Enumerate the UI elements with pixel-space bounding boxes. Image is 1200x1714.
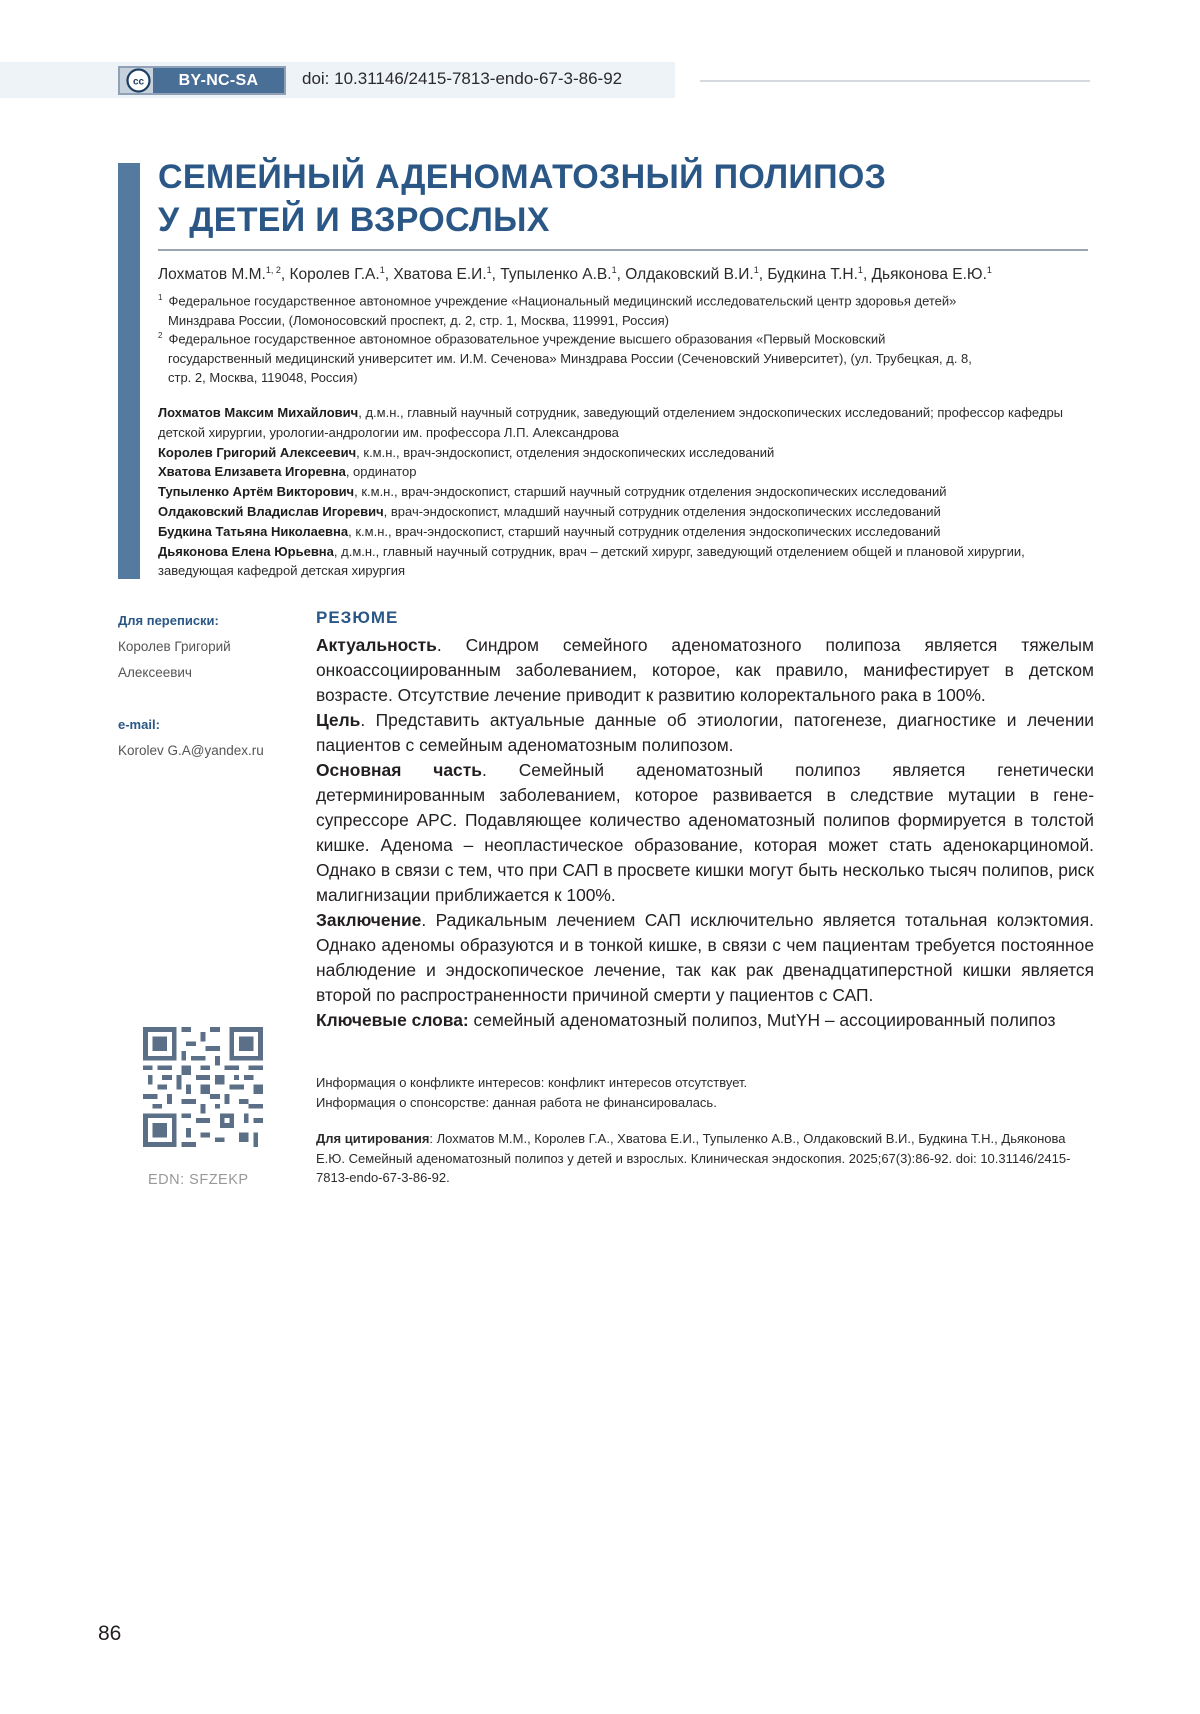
abstract-relevance: Актуальность. Синдром семейного аденоматозного полипоза является тяжелым онкоассоциированным заболеванием, которое, как правило, манифестирует в детском возрасте. Отсутствие лечение приводит к развитию колоректального рака в 100%. [316,635,1094,705]
author-bio: Олдаковский Владислав Игоревич, врач-эндоскопист, младший научный сотрудник отделения эндоскопических исследований [158,503,941,519]
conflict-of-interest: Информация о конфликте интересов: конфликт интересов отсутствует. [316,1075,748,1090]
author: Королев Г.А.$^1$, [289,265,394,284]
author-bio: Хватова Елизавета Игоревна, ординатор [158,464,417,480]
abstract-main: Основная часть. Семейный аденоматозный полипоз является генетически детерминированным заболеванием, которое развивается в следствие мутации в гене-супрессоре APC. Подавляющее количество аденоматозный полипов формируется в толстой кишке. Аденома – неопластическое образование, которая может стать аденокарциномой. Однако в связи с тем, что при САП в просвете кишки могут быть несколько тысяч полипов, риск малигнизации приближается к 100%. [316,760,1094,905]
header-doi[interactable]: doi: 10.31146/2415-7813-endo-67-3-86-92 [302,69,623,88]
page-number: 86 [98,1622,122,1645]
edn-code: EDN: SFZEKP [148,1172,249,1188]
correspondence-name-1: Королев Григорий [118,639,231,654]
author-bio: Дьяконова Елена Юрьевна, д.м.н., главный научный сотрудник, врач – детский хирург, заведующий отделением общей и плановой хирургии, заведующая кафедрой детская хирургия [158,543,1025,579]
author-bios [158,403,1093,581]
email-link[interactable]: Korolev G.A@yandex.ru [118,743,264,758]
abstract-body [316,633,1094,1033]
affiliation-number: 1 [158,293,163,302]
abstract-conclusion: Заключение. Радикальным лечением САП исключительно является тотальная колэктомия. Однако аденомы образуются и в тонкой кишке, в связи с чем пациентам требуется постоянное наблюдение и эндоскопическое лечение, так как рак двенадцатиперстной кишки является второй по распространенности причиной смерти у пациентов с САП. [316,910,1094,1005]
abstract-heading: РЕЗЮМЕ [316,608,399,627]
citation-block [316,1129,1096,1188]
creative-commons-icon [124,68,153,93]
author-bio: Королев Григорий Алексеевич, к.м.н., врач-эндоскопист, отделения эндоскопических исследований [158,444,775,460]
funding-info: Информация о спонсорстве: данная работа не финансировалась. [316,1094,717,1110]
qr-code-icon[interactable] [143,1027,263,1147]
correspondence-block [118,608,288,764]
title-divider [158,249,1088,251]
author: Лохматов М.М.$^{1, 2}$, [158,265,290,284]
affiliation-2: $^2$ Федеральное государственное автономное образовательное учреждение высшего образования «Первый Московский государственный медицинский университет им. И.М. Сеченова» Минздрава России (Сеченовский Университет), (ул. Трубецкая, д. 8, стр. 2, Москва, 119048, Россия) [158,331,972,386]
title-accent-bar [118,163,140,579]
correspondence-label: Для переписки: [118,613,219,628]
author: Олдаковский В.И.$^1$, [625,265,768,284]
cc-mark-text: cc [132,76,145,88]
email-label: e-mail: [118,717,160,732]
author: Будкина Т.Н.$^1$, [767,265,872,284]
author: Хватова Е.И.$^1$, [393,265,501,284]
affiliation-number: 2 [158,331,163,340]
citation-text: : Лохматов М.М., Королев Г.А., Хватова Е.И., Тупыленко А.В., Олдаковский В.И., Будкина Т.Н., Дьяконова Е.Ю. Семейный аденоматозный полипоз у детей и взрослых. Клиническая эндоскопия. 2025;67(3):86-92. doi: 10.31146/2415-7813-endo-67-3-86-92. [316,1131,1071,1185]
affiliation-1: $^1$ Федеральное государственное автономное учреждение «Национальный медицинский исследовательский центр здоровья детей» Минздрава России, (Ломоносовский проспект, д. 2, стр. 1, Москва, 119991, Россия) [158,293,957,328]
abstract-aim: Цель. Представить актуальные данные об этиологии, патогенезе, диагностике и лечении пациентов с семейным аденоматозным полипозом. [316,710,1094,755]
author-bio: Тупыленко Артём Викторович, к.м.н., врач-эндоскопист, старший научный сотрудник отделения эндоскопических исследований [158,484,947,500]
abstract-keywords: Ключевые слова: семейный аденоматозный полипоз, MutYH – ассоциированный полипоз [316,1010,1056,1030]
author-list [158,265,1098,284]
correspondence-name-2: Алексеевич [118,665,192,680]
license-badge[interactable] [118,66,286,95]
title-line-1: СЕМЕЙНЫЙ АДЕНОМАТОЗНЫЙ ПОЛИПОЗ [158,158,887,196]
license-label: BY-NC-SA [153,68,284,93]
disclosures [316,1073,1096,1112]
author: Дьяконова Е.Ю.$^1$ [871,265,992,284]
author-bio: Лохматов Максим Михайлович, д.м.н., главный научный сотрудник, заведующий отделением эндоскопических исследований; профессор кафедры детской хирургии, урологии-андрологии им. профессора Л.П. Александрова [158,405,1064,440]
citation-label: Для цитирования [316,1131,430,1146]
header-divider [700,80,1090,82]
title-line-2: У ДЕТЕЙ И ВЗРОСЛЫХ [158,201,550,239]
article-title [158,156,1088,242]
author-bio: Будкина Татьяна Николаевна, к.м.н., врач-эндоскопист, старший научный сотрудник отделения эндоскопических исследований [158,523,941,539]
author: Тупыленко А.В.$^1$, [500,265,626,284]
